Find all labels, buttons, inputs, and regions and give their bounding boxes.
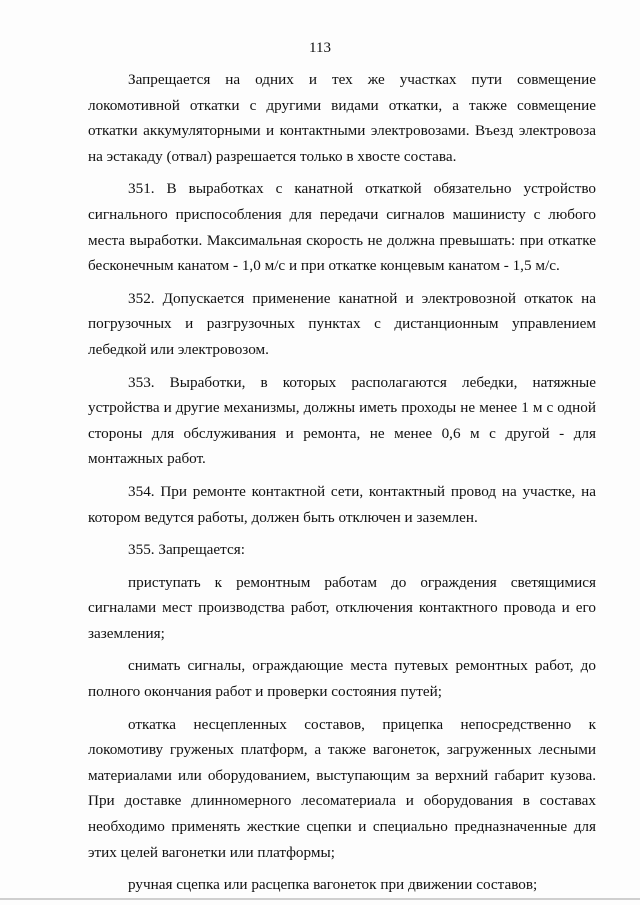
- page-bottom-edge: [0, 898, 640, 900]
- paragraph-353: 353. Выработки, в которых располагаются лебедки, натяжные устройства и другие механизмы, должны иметь проходы не менее 1 м с одной стороны для обслуживания и ремонта, не менее 0,6 м с другой - для монтажных работ.: [88, 373, 596, 468]
- body-text: [88, 67, 596, 898]
- paragraph-355: 355. Запрещается:: [128, 541, 245, 559]
- list-item-remove-signals: снимать сигналы, ограждающие места путевых ремонтных работ, до полного окончания работ и проверки состояния путей;: [88, 657, 596, 701]
- paragraph-354: 354. При ремонте контактной сети, контактный провод на участке, на котором ведутся работы, должен быть отключен и заземлен.: [88, 482, 596, 526]
- list-item-uncoupled-haulage: откатка несцепленных составов, прицепка непосредственно к локомотиву груженых платформ, а также вагонеток, загруженных лесными материалами или оборудованием, выступающим за верхний габарит кузова. При доставке длинномерного лесоматериала и оборудования в составах необходимо применять жесткие сцепки и специально предназначенные для этих целей вагонетки или платформы;: [88, 715, 596, 861]
- paragraph-352: 352. Допускается применение канатной и электровозной откаток на погрузочных и разгрузочных пунктах с дистанционным управлением лебедкой или электровозом.: [88, 289, 596, 358]
- page-number: 113: [309, 40, 331, 56]
- list-item-manual-coupling: ручная сцепка или расцепка вагонеток при движении составов;: [128, 876, 538, 894]
- paragraph-351: 351. В выработках с канатной откаткой обязательно устройство сигнального приспособления для передачи сигналов машинисту с любого места выработки. Максимальная скорость не должна превышать: при откатке бесконечным канатом - 1,0 м/с и при откатке концевым канатом - 1,5 м/с.: [88, 180, 596, 275]
- paragraph-intro: Запрещается на одних и тех же участках пути совмещение локомотивной откатки с другими видами откатки, а также совмещение откатки аккумуляторными и контактными электровозами. Въезд электровоза на эстакаду (отвал) разрешается только в хвосте состава.: [88, 71, 596, 165]
- list-item-repair-works: приступать к ремонтным работам до ограждения светящимися сигналами мест производства работ, отключения контактного провода и его заземления;: [88, 573, 596, 642]
